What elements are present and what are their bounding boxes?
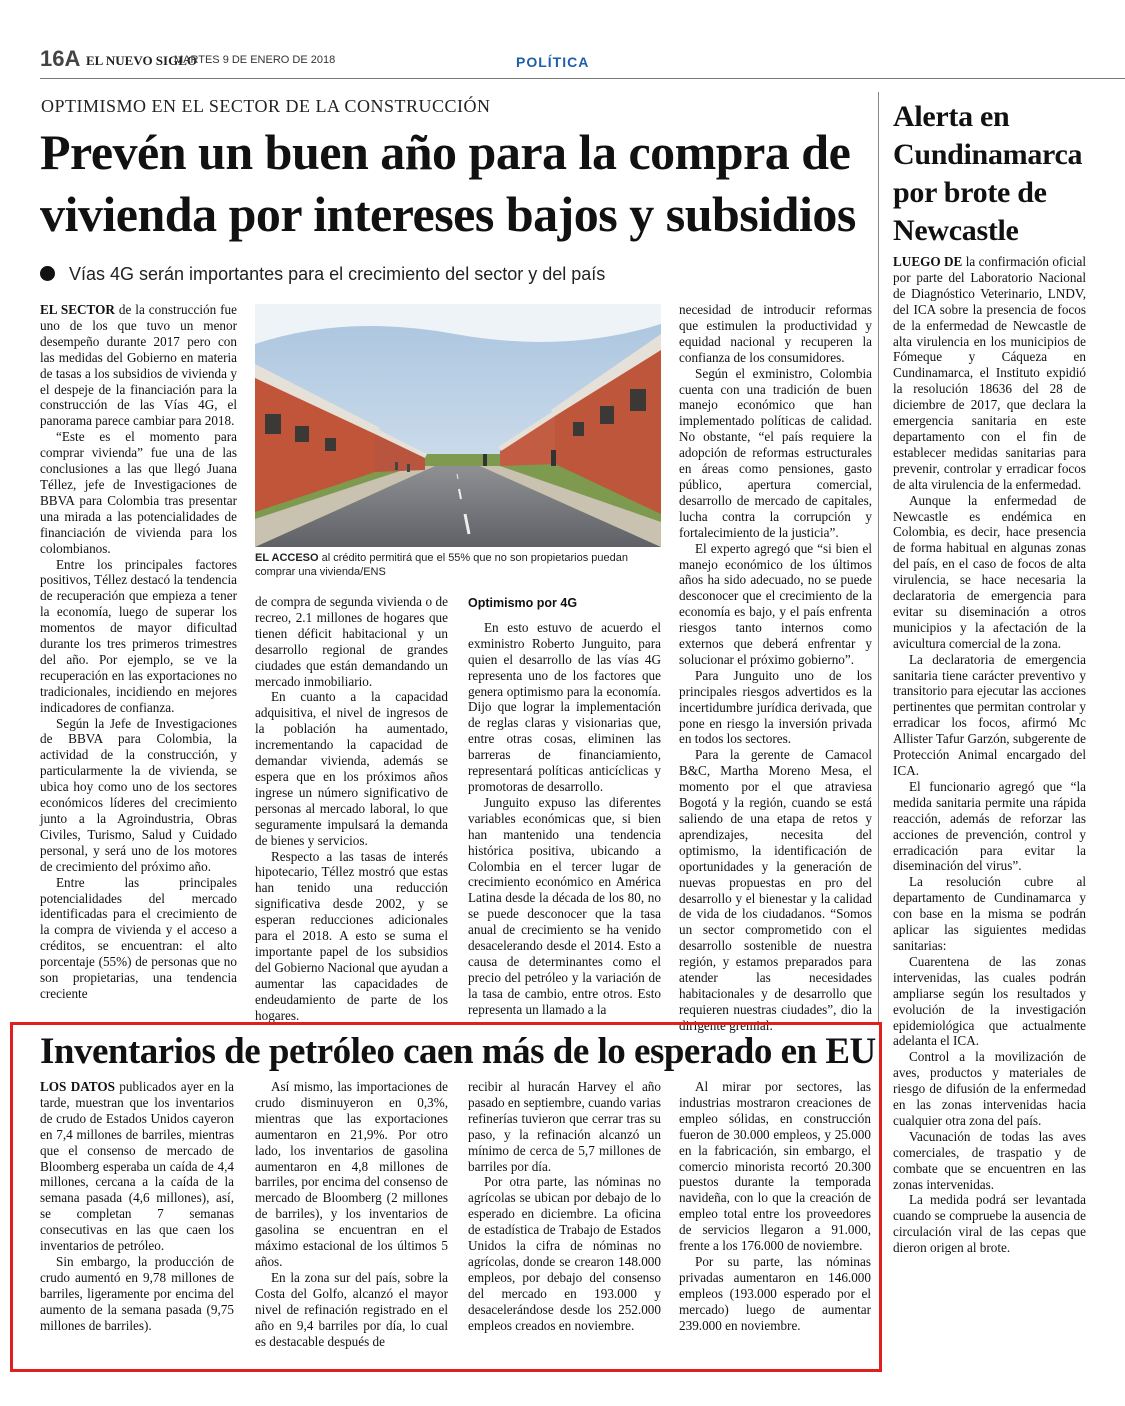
paragraph: de la construcción fue uno de los que tuvo un menor desempeño durante 2017 pero con las medidas del Gobierno en materia de tasas a los subsidios de vivienda y el despeje de la financiación para la construcción de las Vías 4G, el panorama parece cambiar para 2018. (40, 302, 238, 429)
paragraph: Por su parte, las nóminas privadas aumentaron en 146.000 empleos (193.000 esperado por el mercado) luego de aumentar 239.000 en noviembre. (679, 1253, 871, 1333)
main-column-3 (468, 594, 661, 1018)
paragraph: “Este es el momento para comprar vivienda” fue una de las conclusiones a las que llegó Juana Téllez, jefe de Investigaciones de BBVA para Colombia tras presentar una mirada a las potencialidades de financiación de vivienda para los colombianos. (40, 429, 237, 556)
paragraph: Entre los principales factores positivos, Téllez destacó la tendencia de recuperación que empieza a tener la economía, luego de superar los momentos de mayor dificultad durante los tres primeros trimestres del año. Por ejemplo, se ve la recuperación en las exportaciones no tradicionales, incidiendo en mejores indicadores de confianza. (40, 556, 237, 715)
caption-text: al crédito permitirá que el 55% que no son propietarios puedan comprar una vivienda/ENS (255, 552, 628, 578)
paragraph: La declaratoria de emergencia sanitaria tiene carácter preventivo y transitorio para ejecutar las acciones pertinentes que permitan controlar y erradicar los focos, afirmó Mc Allister Tafur Garzón, subgerente de Protección Animal encargado del ICA. (893, 651, 1086, 778)
bullet-icon (40, 266, 55, 281)
photo-caption (255, 551, 661, 579)
paragraph: la confirmación oficial por parte del Laboratorio Nacional de Diagnóstico Veterinario, LNDV, del ICA sobre la presencia de focos de la enfermedad de Newcastle de alta virulencia en los municipios de Fómeque y Cáqueza en Cundinamarca, el Instituto expidió la resolución 18636 del 28 de diciembre de 2017, que declara la emergencia sanitaria en este departamento con el fin de establecer medidas sanitarias para prevenir, controlar y erradicar focos de alta virulencia de la enfermedad. (893, 254, 1086, 492)
side-headline: Alerta en Cundinamarca por brote de Newcastle (893, 100, 1083, 247)
paragraph: Control a la movilización de aves, productos y materiales de riesgo de difusión de la enfermedad en las zonas intervenidas hacia cualquier otra zona del país. (893, 1049, 1086, 1128)
paragraph: Según la Jefe de Investigaciones de BBVA para Colombia, la actividad de la construcción, y particularmente la de vivienda, se ubica hoy como uno de los sectores económicos líderes del crecimiento junto a la Agroindustria, Obras Civiles, Turismo, Salud y Cuidado personal, y será uno de los motores de crecimiento del próximo año. (40, 715, 237, 874)
article-kicker: OPTIMISMO EN EL SECTOR DE LA CONSTRUCCIÓN (41, 96, 491, 116)
paragraph: de compra de segunda vivienda o de recreo, 2.1 millones de hogares que tienen déficit habitacional y un desarrollo regional de grandes ciudades que están demandando un mercado inmobiliario. (255, 594, 448, 689)
paragraph: necesidad de introducir reformas que estimulen la productividad y equidad nacional y recuperen la confianza de los consumidores. (679, 302, 872, 365)
page-number: 16A (40, 46, 81, 71)
paragraph: Por otra parte, las nóminas no agrícolas se ubican por debajo de lo esperado en diciembre. La oficina de estadística de Trabajo de Estados Unidos la cifra de nóminas no agrícolas, donde se crearon 148.000 empleos, por debajo del consenso del mercado en 193.000 y desacelerándose desde los 252.000 empleos creados en noviembre. (468, 1174, 661, 1333)
paragraph: Junguito expuso las diferentes variables económicas que, si bien han mantenido una tendencia histórica positiva, ubicando a Colombia en el tercer lugar de crecimiento económico en América Latina desde la década de los 80, no se puede desconocer que la tasa anual de crecimiento se ha venido desacelerando desde el 2014. Esto a causa de determinantes como el precio del petróleo y la variación de la tasa de cambio, entre otros. Esto representa un llamado a la (468, 794, 661, 1017)
main-column-4 (679, 302, 872, 1034)
section-label: POLÍTICA (516, 54, 590, 70)
paragraph: recibir al huracán Harvey el año pasado en septiembre, cuando varias refinerías tuvieron que cerrar tras su paso, y la refinación alcanzó un mínimo de cerca de 5,7 millones de barriles por día. (468, 1079, 661, 1174)
paragraph: publicados ayer en la tarde, muestran que los inventarios de crudo de Estados Unidos cayeron en 7,4 millones de barriles, mientras que el consenso de mercado de Bloomberg esperaba un caída de 4,4 millones, cercana a la caída de la semana pasada (4,6 millones), así, se completan 7 semanas consecutivas en las que caen los inventarios de petróleo. (40, 1079, 235, 1254)
paragraph: En esto estuvo de acuerdo el exministro Roberto Junguito, para quien el desarrollo de las vías 4G representa uno de los factores que genera optimismo para la economía. Dijo que lograr la implementación de reglas claras y visionarias que, entre otras cosas, eliminen las barreras de financiamiento, representará políticas anticíclicas y promotoras de desarrollo. (468, 619, 661, 794)
subhead-text: Vías 4G serán importantes para el crecimiento del sector y del país (69, 264, 606, 284)
paragraph: En la zona sur del país, sobre la Costa del Golfo, alcanzó el mayor nivel de refinación registrado en el año en 9,4 barriles por día, lo cual es destacable después de (255, 1269, 448, 1349)
box-headline: Inventarios de petróleo caen más de lo esperado en EU (40, 1031, 876, 1072)
box-column-3 (468, 1079, 661, 1334)
issue-date: MARTES 9 DE ENERO DE 2018 (174, 54, 336, 66)
lead-words: EL SECTOR (40, 302, 115, 317)
box-column-1 (40, 1079, 234, 1334)
paragraph: Así mismo, las importaciones de crudo disminuyeron en 0,3%, mientras que las exportaciones aumentaron en 21,9%. Por otro lado, los inventarios de gasolina aumentaron en 4,8 millones de barriles, por encima del consenso de mercado de Bloomberg (2 millones de barriles), y los inventarios de gasolina se encuentran en el máximo estacional de los últimos 5 años. (255, 1079, 448, 1269)
article-subhead (40, 264, 605, 285)
box-column-4 (679, 1079, 871, 1334)
paragraph: El funcionario agregó que “la medida sanitaria permite una rápida reacción, además de reforzar las acciones de prevención, control y erradicación para evitar la diseminación del virus”. (893, 778, 1086, 874)
paragraph: Para la gerente de Camacol B&C, Martha Moreno Mesa, el momento por el que atraviesa Bogotá y la región, cuando se está saliendo de una etapa de retos y aprendizajes, necesita del optimismo, la identificación de oportunidades y la generación de nuevas propuestas en pro del desarrollo y el bienestar y la calidad de vida de los ciudadanos. “Somos un sector comprometido con el desarrollo sostenible de nuestra región, y estamos preparados para atender las necesidades habitacionales y de desarrollo que requieren nuestras ciudades”, dio la dirigente gremial. (679, 747, 872, 1033)
caption-lead: EL ACCESO (255, 552, 319, 564)
paragraph: La medida podrá ser levantada cuando se compruebe la ausencia de circulación viral de las cepas que dieron origen al brote. (893, 1192, 1086, 1256)
paragraph: La resolución cubre al departamento de Cundinamarca y con base en la misma se podrán aplicar las siguientes medidas sanitarias: (893, 874, 1086, 953)
article-photo (255, 304, 661, 547)
paragraph: Al mirar por sectores, las industrias mostraron creaciones de empleo sólidas, en construcción fueron de 30.000 empleos, y 25.000 en la fabricación, sin embargo, el comercio minorista recortó 20.300 puestos durante la temporada navideña, con lo que la creación de empleo total entre los proveedores de servicios llegaron a 91.000, frente a los 176.000 de noviembre. (679, 1079, 871, 1254)
paragraph: Cuarentena de las zonas intervenidas, las cuales podrán ampliarse según los resultados y evolución de la investigación epidemiológica que actualmente adelanta el ICA. (893, 953, 1086, 1049)
lead-words: LOS DATOS (40, 1079, 115, 1094)
article-headline: Prevén un buen año para la compra de vivienda por intereses bajos y subsidios (40, 124, 856, 242)
paragraph: En cuanto a la capacidad adquisitiva, el nivel de ingresos de la población ha aumentado, incrementando la capacidad de demandar vivienda, además se espera que en los próximos años ingrese un número significativo de personas al mercado laboral, lo que seguramente impulsará la demanda de bienes y servicios. (255, 689, 448, 848)
paragraph: Respecto a las tasas de interés hipotecario, Téllez mostró que estas han tenido una reducción significativa desde 2002, y se esperan reducciones adicionales para el 2018. A esto se suma el importante papel de los subsidios del Gobierno Nacional que ayudan a aumentar las capacidades de endeudamiento de parte de los hogares. (255, 848, 448, 1023)
column-divider (878, 92, 879, 1022)
header-rule (40, 78, 1125, 79)
paragraph: Según el exministro, Colombia cuenta con una tradición de buen manejo económico que han implementado políticas de calidad. No obstante, “el país requiere la adopción de reformas estructurales en áreas como pensiones, gasto público, apertura comercial, desarrollo de mercado de capitales, lucha contra la corrupción y fortalecimiento de la justicia”. (679, 365, 872, 540)
section-subtitle: Optimismo por 4G (468, 596, 578, 610)
side-column (893, 254, 1086, 1256)
lead-words: LUEGO DE (893, 254, 963, 269)
box-column-2 (255, 1079, 448, 1349)
paragraph: Vacunación de todas las aves comerciales, de traspatio y de combate que se encuentren en las zonas intervenidas. (893, 1128, 1086, 1192)
main-column-1 (40, 302, 237, 1002)
paragraph: El experto agregó que “si bien el manejo económico de los últimos años ha sido adecuado, no se puede desconocer que el crecimiento de la economía es bajo, y el país enfrenta riesgos tanto internos como externos que deberá enfrentar y solucionar el próximo gobierno”. (679, 540, 872, 667)
newspaper-name: EL NUEVO SIGLO (86, 53, 197, 68)
paragraph: Sin embargo, la producción de crudo aumentó en 9,78 millones de barriles, ligeramente por encima del aumento de la semana pasada (9,75 millones de barriles). (40, 1253, 234, 1333)
paragraph: Para Junguito uno de los principales riesgos advertidos es la incertidumbre jurídica derivada, que pone en riesgo la inversión privada en todos los sectores. (679, 667, 872, 747)
housing-street-photo (255, 304, 661, 547)
paragraph: Entre las principales potencialidades del mercado identificadas para el crecimiento de la compra de vivienda y el acceso a créditos, se encuentran: el alto porcentaje (55%) de personas que no son propietarias, una tendencia creciente (40, 874, 237, 1001)
main-column-2 (255, 594, 448, 1023)
paragraph: Aunque la enfermedad de Newcastle es endémica en Colombia, es decir, hace presencia de forma habitual en algunas zonas del país, en el caso de focos de alta virulencia, se hace necesaria la declaratoria de emergencia para evitar su diseminación a otros municipios y la afectación de la avicultura comercial de la zona. (893, 492, 1086, 651)
